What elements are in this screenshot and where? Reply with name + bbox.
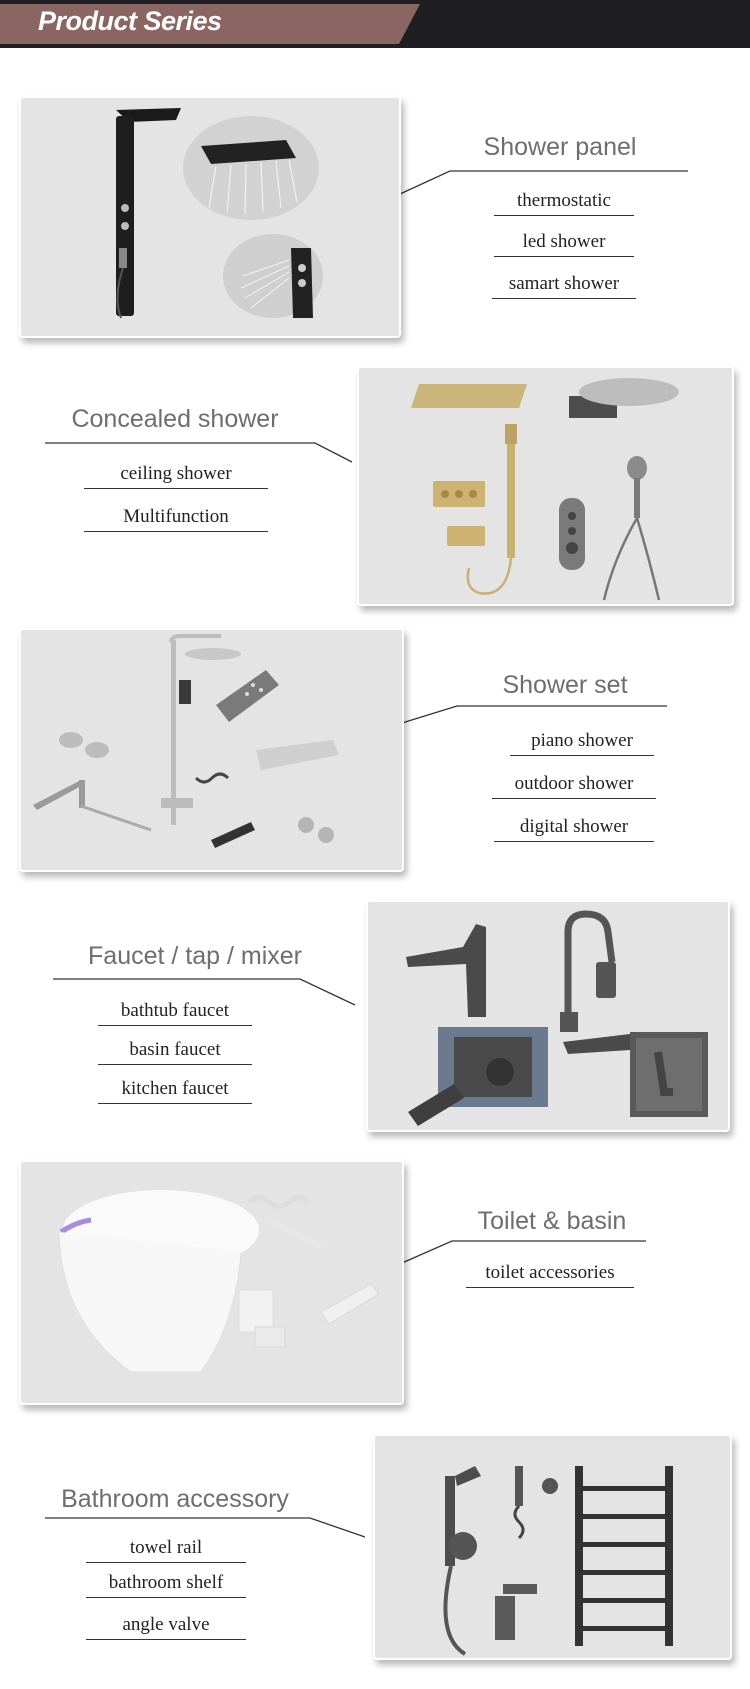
link-angle-valve[interactable]: angle valve [86,1614,246,1640]
link-thermostatic[interactable]: thermostatic [494,190,634,216]
concealed-shower-image[interactable] [357,366,734,606]
toilet-basin-illustration [21,1162,402,1403]
link-ceiling-shower[interactable]: ceiling shower [84,463,268,489]
link-bathtub-faucet[interactable]: bathtub faucet [98,1000,252,1026]
link-kitchen-faucet[interactable]: kitchen faucet [98,1078,252,1104]
faucet-illustration [368,902,728,1130]
link-digital-shower[interactable]: digital shower [494,816,654,842]
concealed-shower-illustration [359,368,732,604]
link-toilet-accessories[interactable]: toilet accessories [466,1262,634,1288]
section-title-faucet: Faucet / tap / mixer [88,942,302,970]
section-title-concealed-shower: Concealed shower [71,405,279,433]
faucet-image[interactable] [366,900,730,1132]
toilet-basin-image[interactable] [19,1160,404,1405]
section-title-bathroom-accessory: Bathroom accessory [61,1485,289,1513]
bathroom-accessory-image[interactable] [373,1434,732,1660]
section-title-toilet-basin: Toilet & basin [477,1207,627,1235]
shower-set-illustration [21,630,402,870]
page-title: Product Series [38,6,222,36]
header-bar [0,0,750,48]
shower-panel-illustration [21,98,399,336]
link-multifunction[interactable]: Multifunction [84,506,268,532]
link-outdoor-shower[interactable]: outdoor shower [492,773,656,799]
link-led-shower[interactable]: led shower [494,231,634,257]
section-title-shower-panel: Shower panel [483,133,637,161]
shower-panel-image[interactable] [19,96,401,338]
link-basin-faucet[interactable]: basin faucet [98,1039,252,1065]
link-piano-shower[interactable]: piano shower [510,730,654,756]
link-bathroom-shelf[interactable]: bathroom shelf [86,1572,246,1598]
shower-set-image[interactable] [19,628,404,872]
link-samart-shower[interactable]: samart shower [492,273,636,299]
link-towel-rail[interactable]: towel rail [86,1537,246,1563]
bathroom-accessory-illustration [375,1436,730,1658]
section-title-shower-set: Shower set [502,671,628,699]
